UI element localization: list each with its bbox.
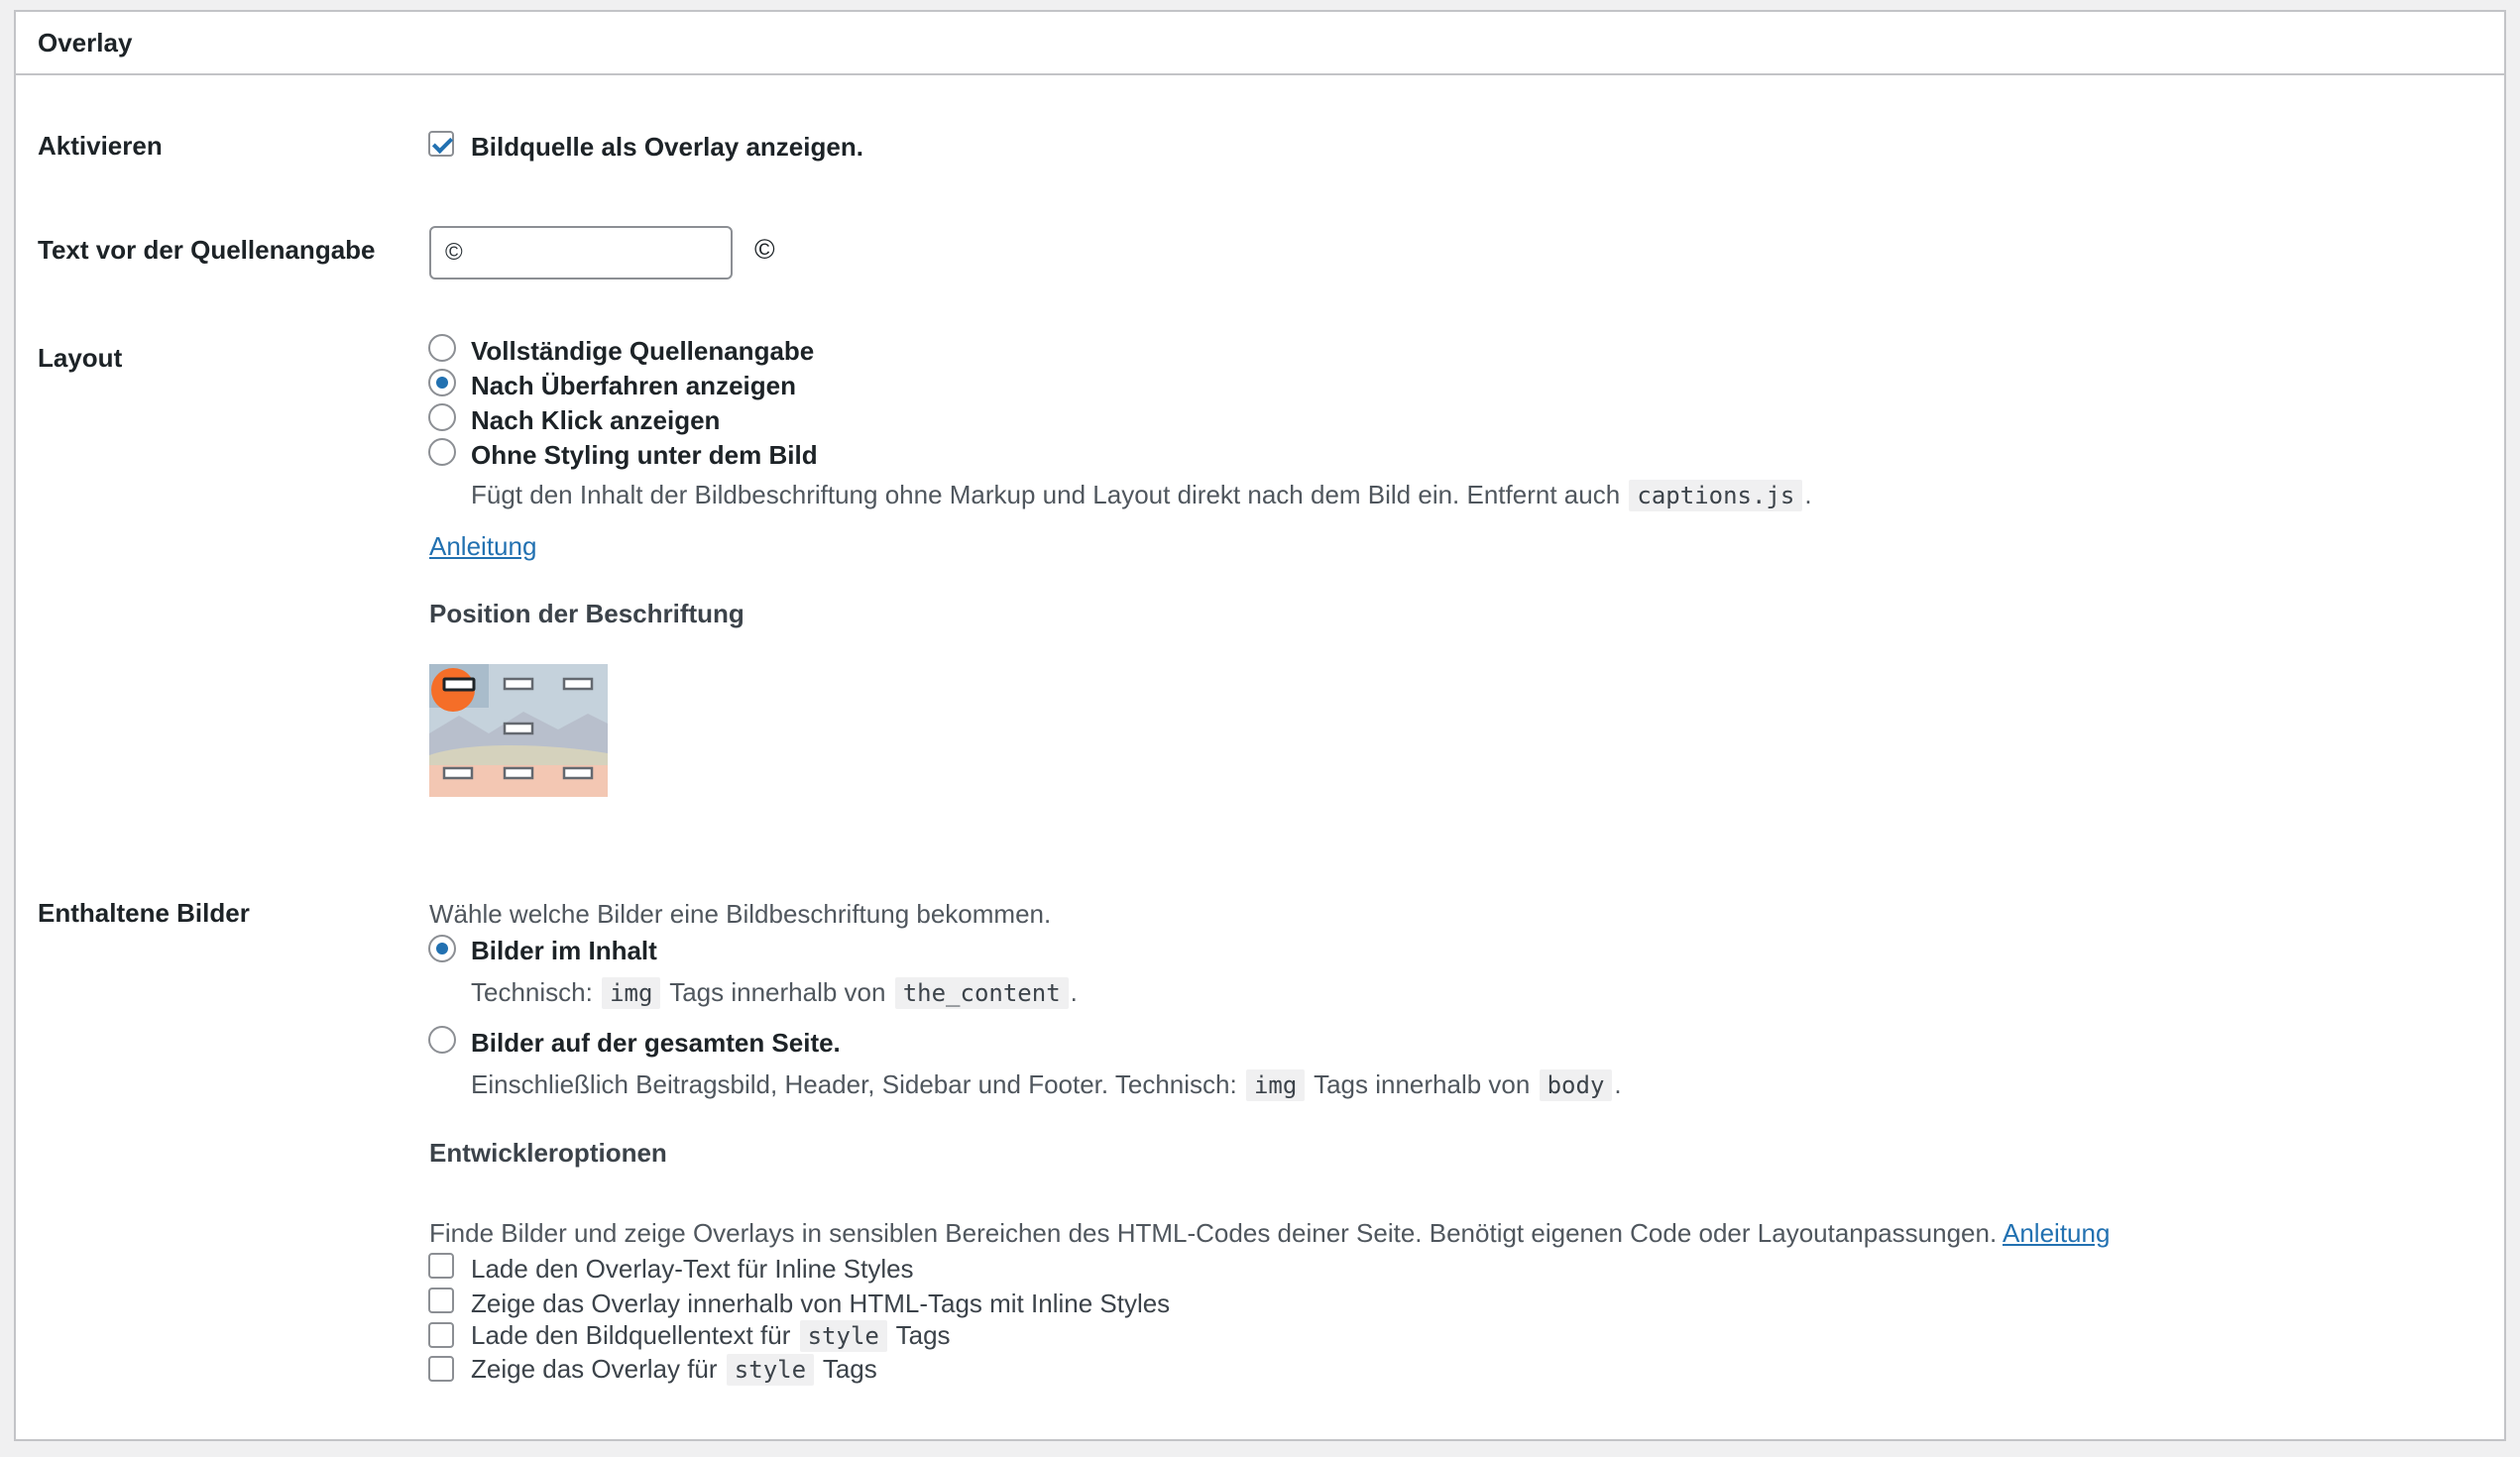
position-top-center[interactable]	[505, 679, 532, 689]
position-bottom-center[interactable]	[505, 768, 532, 778]
dev-option-style-text[interactable]	[471, 1320, 951, 1351]
layout-option-click[interactable]: Nach Klick anzeigen	[471, 405, 721, 435]
activate-checkbox-label[interactable]: Bildquelle als Overlay anzeigen.	[471, 132, 863, 162]
dev-checkbox-inline-text[interactable]	[428, 1253, 454, 1279]
prefix-preview: ©	[754, 234, 775, 265]
dev-opt3-text-a: Lade den Bildquellentext für	[471, 1320, 791, 1350]
dev-intro	[429, 1218, 2110, 1249]
images-radio-page[interactable]	[428, 1026, 456, 1054]
images-opt2-desc-b: Tags innerhalb von	[1314, 1069, 1531, 1099]
layout-radio-nostyle[interactable]	[428, 438, 456, 466]
dev-option-style-overlay[interactable]	[471, 1354, 877, 1385]
dev-checkbox-inline-tags[interactable]	[428, 1288, 454, 1313]
images-opt1-desc-b: Tags innerhalb von	[669, 977, 886, 1007]
panel-header	[16, 12, 2504, 75]
images-option-content[interactable]: Bilder im Inhalt	[471, 936, 657, 965]
dev-opt4-code: style	[727, 1354, 814, 1386]
images-option-page[interactable]: Bilder auf der gesamten Seite.	[471, 1028, 841, 1058]
layout-option-hover[interactable]: Nach Überfahren anzeigen	[471, 371, 796, 400]
images-opt1-code-img: img	[602, 977, 660, 1009]
dev-checkbox-style-text[interactable]	[428, 1322, 454, 1348]
images-intro: Wähle welche Bilder eine Bildbeschriftung bekommen.	[429, 899, 1052, 929]
layout-option-nostyle[interactable]: Ohne Styling unter dem Bild	[471, 440, 818, 470]
dev-opt3-code: style	[800, 1320, 887, 1352]
layout-nostyle-description	[471, 480, 1812, 510]
position-heading: Position der Beschriftung	[429, 599, 745, 628]
layout-radio-hover[interactable]	[428, 369, 456, 396]
dev-guide-link[interactable]: Anleitung	[2003, 1218, 2111, 1248]
position-center[interactable]	[505, 724, 532, 733]
caption-position-picker[interactable]	[429, 664, 608, 797]
images-opt2-desc-a: Einschließlich Beitragsbild, Header, Sidebar und Footer. Technisch:	[471, 1069, 1237, 1099]
dev-option-inline-tags[interactable]: Zeige das Overlay innerhalb von HTML-Tags mit Inline Styles	[471, 1289, 1171, 1318]
layout-guide-link[interactable]: Anleitung	[429, 531, 537, 561]
position-bottom-right[interactable]	[564, 768, 592, 778]
dev-opt4-text-b: Tags	[822, 1354, 877, 1384]
overlay-settings-panel	[14, 10, 2506, 1441]
images-option-page-desc	[471, 1069, 1622, 1100]
images-opt2-code-img: img	[1246, 1069, 1305, 1101]
position-top-left[interactable]	[444, 679, 474, 690]
images-opt2-desc-end: .	[1614, 1069, 1622, 1099]
dev-intro-text: Finde Bilder und zeige Overlays in sensiblen Bereichen des HTML-Codes deiner Seite. Benötigt eigenen Code oder Layoutanpassungen.	[429, 1218, 1998, 1248]
prefix-input[interactable]	[429, 226, 733, 280]
layout-desc-end: .	[1804, 480, 1812, 509]
images-option-content-desc	[471, 977, 1078, 1008]
prefix-label: Text vor der Quellenangabe	[38, 235, 376, 265]
activate-checkbox[interactable]	[428, 131, 454, 157]
layout-desc-text: Fügt den Inhalt der Bildbeschriftung ohne Markup und Layout direkt nach dem Bild ein. Entfernt auch	[471, 480, 1621, 509]
dev-option-inline-text[interactable]: Lade den Overlay-Text für Inline Styles	[471, 1254, 914, 1284]
layout-option-full[interactable]: Vollständige Quellenangabe	[471, 336, 815, 366]
dev-heading: Entwickleroptionen	[429, 1138, 667, 1168]
layout-radio-full[interactable]	[428, 334, 456, 362]
images-opt2-code-body: body	[1540, 1069, 1613, 1101]
position-top-right[interactable]	[564, 679, 592, 689]
layout-desc-code: captions.js	[1629, 480, 1802, 511]
layout-label: Layout	[38, 343, 123, 373]
layout-radio-click[interactable]	[428, 403, 456, 431]
images-opt1-desc-a: Technisch:	[471, 977, 593, 1007]
images-radio-content[interactable]	[428, 935, 456, 962]
images-label: Enthaltene Bilder	[38, 898, 250, 928]
dev-checkbox-style-overlay[interactable]	[428, 1356, 454, 1382]
dev-opt3-text-b: Tags	[895, 1320, 951, 1350]
dev-opt4-text-a: Zeige das Overlay für	[471, 1354, 718, 1384]
panel-title: Overlay	[38, 27, 133, 57]
images-opt1-desc-end: .	[1070, 977, 1078, 1007]
position-bottom-left[interactable]	[444, 768, 472, 778]
activate-label: Aktivieren	[38, 131, 163, 161]
images-opt1-code-content: the_content	[895, 977, 1069, 1009]
